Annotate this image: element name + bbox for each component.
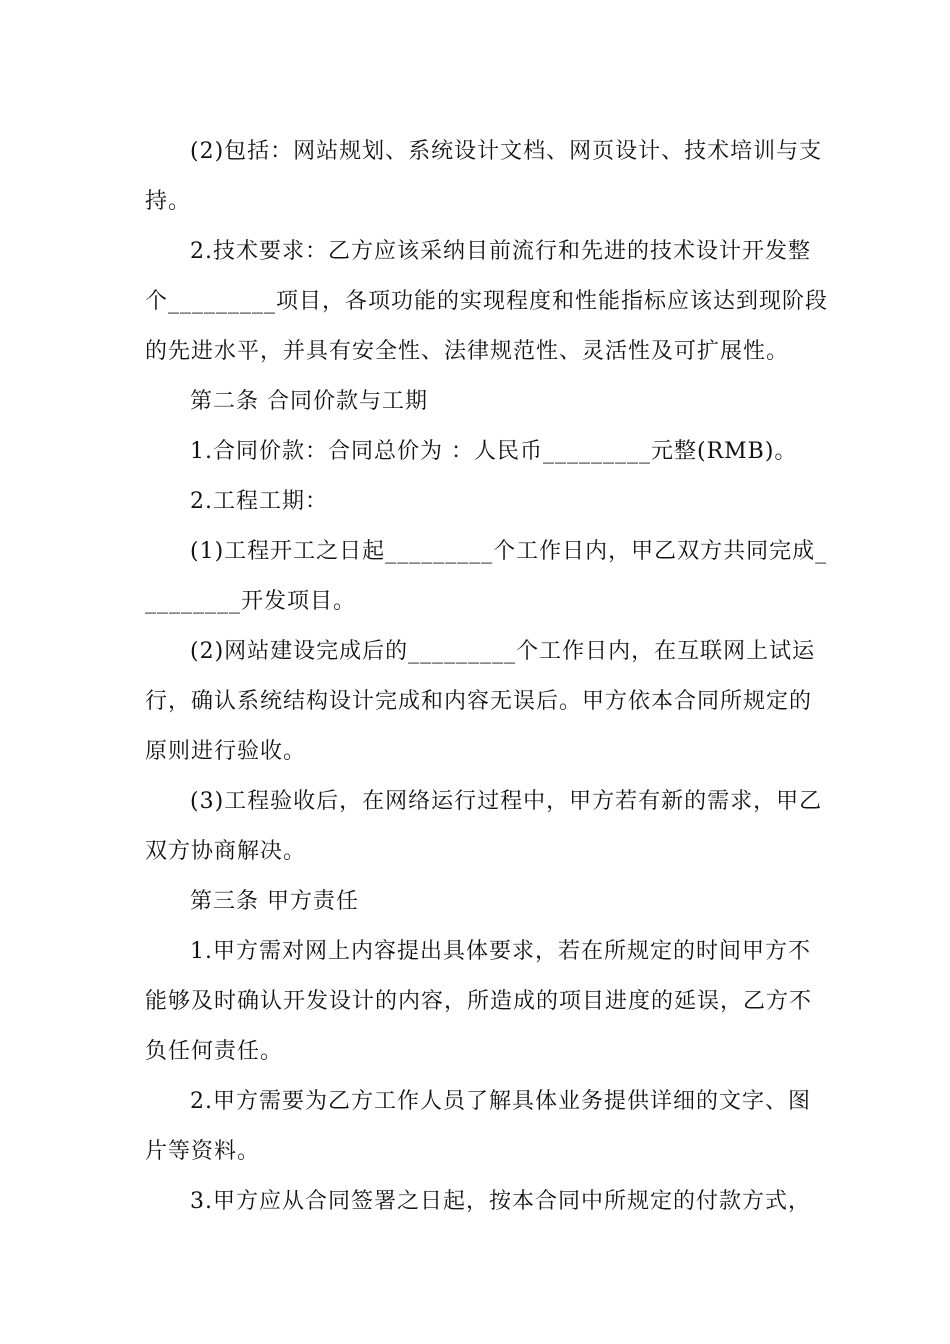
tech-requirements-line-1: 2.技术要求：乙方应该采纳目前流行和先进的技术设计开发整 [190,239,811,264]
party-a-duty-1-line-1: 1.甲方需对网上内容提出具体要求，若在所规定的时间甲方不 [190,939,811,964]
tech-requirements-line-3: 的先进水平，并具有安全性、法律规范性、灵活性及可扩展性。 [145,339,790,364]
duration-item-3-line-2: 双方协商解决。 [145,839,307,864]
party-a-duty-3-line-1: 3.甲方应从合同签署之日起，按本合同中所规定的付款方式， [190,1189,811,1214]
duration-item-1-line-1: (1)工程开工之日起_________个工作日内，甲乙双方共同完成_ [190,539,828,564]
clause-2-scope-line-1: (2)包括：网站规划、系统设计文档、网页设计、技术培训与支 [190,139,823,164]
contract-price-line: 1.合同价款：合同总价为 ：人民币_________元整(RMB)。 [190,439,798,464]
party-a-duty-2-line-2: 片等资料。 [145,1139,261,1164]
party-a-duty-2-line-1: 2.甲方需要为乙方工作人员了解具体业务提供详细的文字、图 [190,1089,811,1114]
article-2-heading: 第二条 合同价款与工期 [190,389,428,414]
duration-item-1-line-2: ________开发项目。 [145,589,357,614]
party-a-duty-1-line-2: 能够及时确认开发设计的内容，所造成的项目进度的延误，乙方不 [145,989,813,1014]
article-3-heading: 第三条 甲方责任 [190,889,359,914]
clause-2-scope-line-2: 持。 [145,189,192,214]
party-a-duty-1-line-3: 负任何责任。 [145,1039,284,1064]
duration-item-2-line-2: 行，确认系统结构设计完成和内容无误后。甲方依本合同所规定的 [145,689,813,714]
duration-item-2-line-3: 原则进行验收。 [145,739,307,764]
duration-item-2-line-1: (2)网站建设完成后的_________个工作日内，在互联网上试运 [190,639,816,664]
tech-requirements-line-2: 个_________项目，各项功能的实现程度和性能指标应该达到现阶段 [145,289,829,314]
project-duration-heading: 2.工程工期： [190,489,328,514]
duration-item-3-line-1: (3)工程验收后，在网络运行过程中，甲方若有新的需求，甲乙 [190,789,823,814]
